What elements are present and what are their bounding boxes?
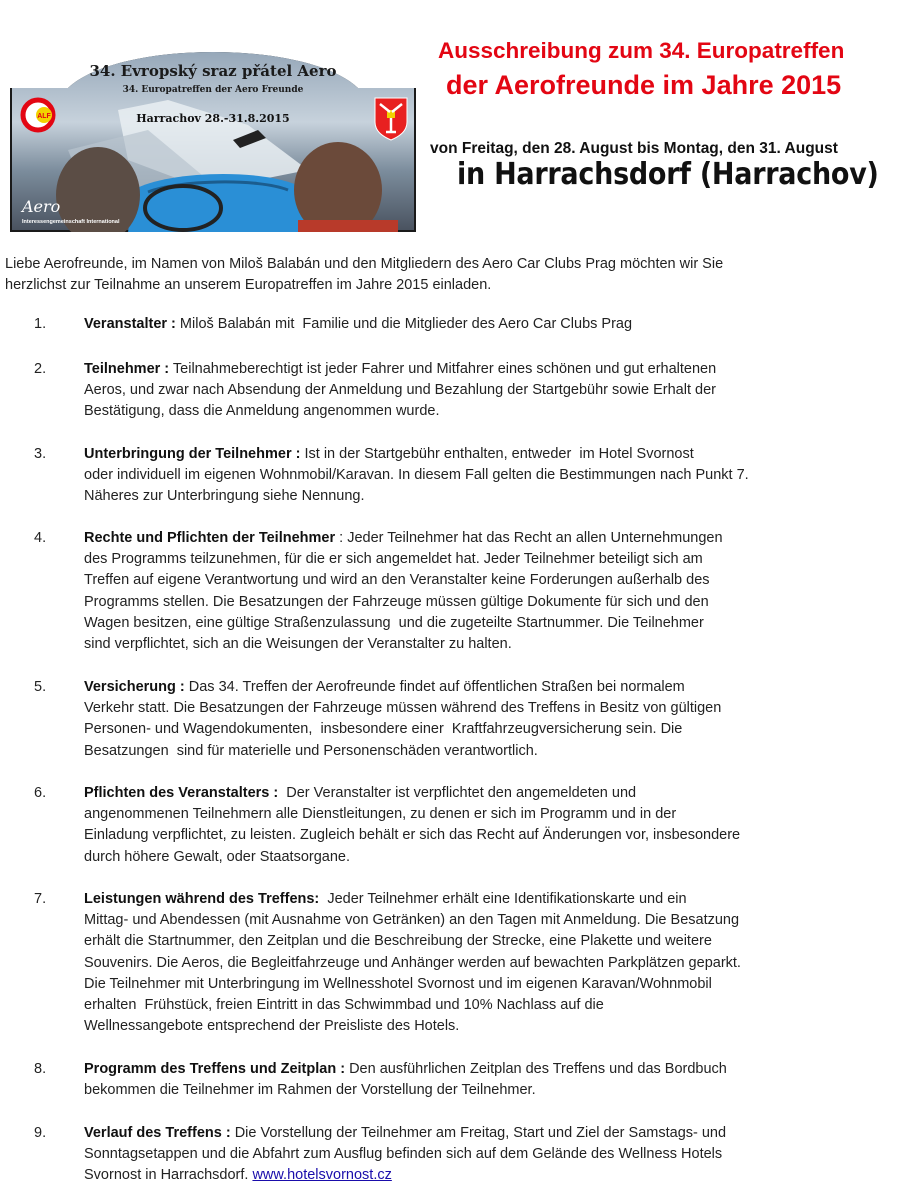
list-item-text: oder individuell im eigenen Wohnmobil/Karavan. In diesem Fall gelten die Bestimmungen nach Punkt 7. bbox=[84, 467, 749, 484]
svg-text:ALF: ALF bbox=[37, 113, 51, 120]
list-item-text: durch höhere Gewalt, oder Staatsorgane. bbox=[84, 848, 350, 865]
list-item-number: 6. bbox=[34, 785, 47, 801]
intro-paragraph bbox=[5, 254, 885, 296]
list-item-number: 2. bbox=[34, 361, 47, 377]
list-item-text: Die Teilnehmer mit Unterbringung im Wellnesshotel Svornost und im eigenen Karavan/Wohnmobil bbox=[84, 975, 712, 992]
list-item-heading: Versicherung : bbox=[84, 679, 185, 695]
list-item-text: Souvenirs. Die Aeros, die Begleitfahrzeuge und Anhänger werden auf bewachten Parkplätzen geparkt. bbox=[84, 954, 741, 971]
plaque-location-date: Harrachov 28.-31.8.2015 bbox=[136, 112, 290, 125]
list-item-text: Besatzungen sind für materielle und Personenschäden verantwortlich. bbox=[84, 742, 538, 759]
list-item-text: Den ausführlichen Zeitplan des Treffens und das Bordbuch bbox=[345, 1061, 727, 1077]
list-item-text: erhalten Frühstück, freien Eintritt in das Schwimmbad und 10% Nachlass auf die bbox=[84, 997, 604, 1014]
rally-plaque-image bbox=[8, 30, 418, 233]
list-item-number: 4. bbox=[34, 530, 47, 546]
list-item-number: 7. bbox=[34, 891, 47, 907]
list-item-text: Wellnessangebote entsprechend der Preisliste des Hotels. bbox=[84, 1018, 460, 1035]
list-item-number: 9. bbox=[34, 1125, 47, 1141]
list-item-text: Einladung verpflichtet, zu leisten. Zugleich behält er sich das Recht auf Änderungen vor, insbesondere bbox=[84, 827, 741, 844]
list-item-heading: Veranstalter : bbox=[84, 316, 176, 332]
list-item-text: Näheres zur Unterbringung siehe Nennung. bbox=[84, 488, 365, 505]
list-item-heading: Leistungen während des Treffens: bbox=[84, 891, 320, 907]
list-item-heading: Pflichten des Veranstalters : bbox=[84, 785, 279, 801]
list-item-heading: Teilnehmer : bbox=[84, 361, 170, 377]
list-item-text: Aeros, und zwar nach Absendung der Anmeldung und Bezahlung der Startgebühr sowie Erhalt der bbox=[84, 382, 716, 399]
list-item-text: Miloš Balabán mit Familie und die Mitglieder des Aero Car Clubs Prag bbox=[175, 316, 633, 332]
document-title-line-1: Ausschreibung zum 34. Europatreffen bbox=[438, 38, 845, 63]
club-logo-icon bbox=[23, 100, 53, 130]
list-item-text: sind verpflichtet, sich an die Weisungen der Veranstalter zu halten. bbox=[84, 636, 512, 653]
plaque-title-czech: 34. Evropský sraz přátel Aero bbox=[89, 62, 337, 80]
plaque-title-german: 34. Europatreffen der Aero Freunde bbox=[122, 85, 304, 95]
list-item-text: Verkehr statt. Die Besatzungen der Fahrzeuge müssen während des Treffens in Besitz von gültigen bbox=[84, 700, 722, 717]
list-item-text: Das 34. Treffen der Aerofreunde findet auf öffentlichen Straßen bei normalem bbox=[184, 679, 685, 695]
event-place: in Harrachsdorf (Harrachov) bbox=[457, 157, 879, 192]
list-item-text: Svornost in Harrachsdorf. bbox=[84, 1167, 253, 1184]
document-title-line-2: der Aerofreunde im Jahre 2015 bbox=[446, 70, 842, 100]
list-item-text: Mittag- und Abendessen (mit Ausnahme von Getränken) an den Tagen mit Anmeldung. Die Besatzung bbox=[84, 912, 740, 929]
list-item-number: 1. bbox=[34, 316, 47, 332]
list-item-heading: Unterbringung der Teilnehmer : bbox=[84, 446, 301, 462]
intro-line: Liebe Aerofreunde, im Namen von Miloš Balabán und den Mitgliedern des Aero Car Clubs Prag möchten wir Sie bbox=[5, 256, 724, 272]
list-item-heading: Programm des Treffens und Zeitplan : bbox=[84, 1061, 346, 1077]
list-item-number: 8. bbox=[34, 1061, 47, 1077]
event-dates: von Freitag, den 28. August bis Montag, den 31. August bbox=[430, 140, 838, 157]
list-item-text: bekommen die Teilnehmer im Rahmen der Vorstellung der Teilnehmer. bbox=[84, 1082, 536, 1099]
list-item-heading: Rechte und Pflichten der Teilnehmer bbox=[84, 530, 336, 546]
list-item-text: Der Veranstalter ist verpflichtet den angemeldeten und bbox=[278, 785, 637, 801]
aero-logo-subtext: Interessengemeinschaft International bbox=[22, 219, 120, 225]
list-item-text: angenommenen Teilnehmern alle Dienstleitungen, zu denen er sich im Programm und in der bbox=[84, 806, 677, 823]
list-item-number: 5. bbox=[34, 679, 47, 695]
list-item-text: Treffen auf eigene Verantwortung und wird an den Veranstalter keine Forderungen außerhalb des bbox=[84, 572, 710, 589]
list-item-text: Bestätigung, dass die Anmeldung angenommen wurde. bbox=[84, 403, 440, 420]
list-item-number: 3. bbox=[34, 446, 47, 462]
list-item-text: : Jeder Teilnehmer hat das Recht an allen Unternehmungen bbox=[335, 530, 723, 546]
list-item-text: erhält die Startnummer, den Zeitplan und die Beschreibung der Strecke, eine Plakette und weitere bbox=[84, 933, 712, 950]
intro-line: herzlichst zur Teilnahme an unserem Europatreffen im Jahre 2015 einladen. bbox=[5, 277, 492, 293]
list-item-heading: Verlauf des Treffens : bbox=[84, 1125, 231, 1141]
list-item-text: Jeder Teilnehmer erhält eine Identifikationskarte und ein bbox=[319, 891, 687, 907]
hotel-website-link[interactable]: www.hotelsvornost.cz bbox=[252, 1167, 392, 1184]
list-item-text: Sonntagsetappen und die Abfahrt zum Ausflug befinden sich auf dem Gelände des Wellness Hotels bbox=[84, 1146, 723, 1163]
list-item-text: Wagen besitzen, eine gültige Straßenzulassung und die zugeteilte Startnummer. Die Teilnehmer bbox=[84, 614, 704, 631]
aero-logo-text: Aero bbox=[22, 197, 61, 216]
list-item-text: Programms stellen. Die Besatzungen der Fahrzeuge müssen gültige Dokumente für sich und den bbox=[84, 593, 709, 610]
list-item-text: Teilnahmeberechtigt ist jeder Fahrer und Mitfahrer eines schönen und gut erhaltenen bbox=[169, 361, 717, 377]
list-item-text: Personen- und Wagendokumenten, insbesondere einer Kraftfahrzeugversicherung sein. Die bbox=[84, 721, 683, 738]
list-item-text: Die Vorstellung der Teilnehmer am Freitag, Start und Ziel der Samstags- und bbox=[230, 1125, 727, 1141]
list-item-text: des Programms teilzunehmen, für die er sich angemeldet hat. Jeder Teilnehmer beteiligt sich am bbox=[84, 551, 703, 568]
list-item-text: Ist in der Startgebühr enthalten, entweder im Hotel Svornost bbox=[300, 446, 694, 462]
